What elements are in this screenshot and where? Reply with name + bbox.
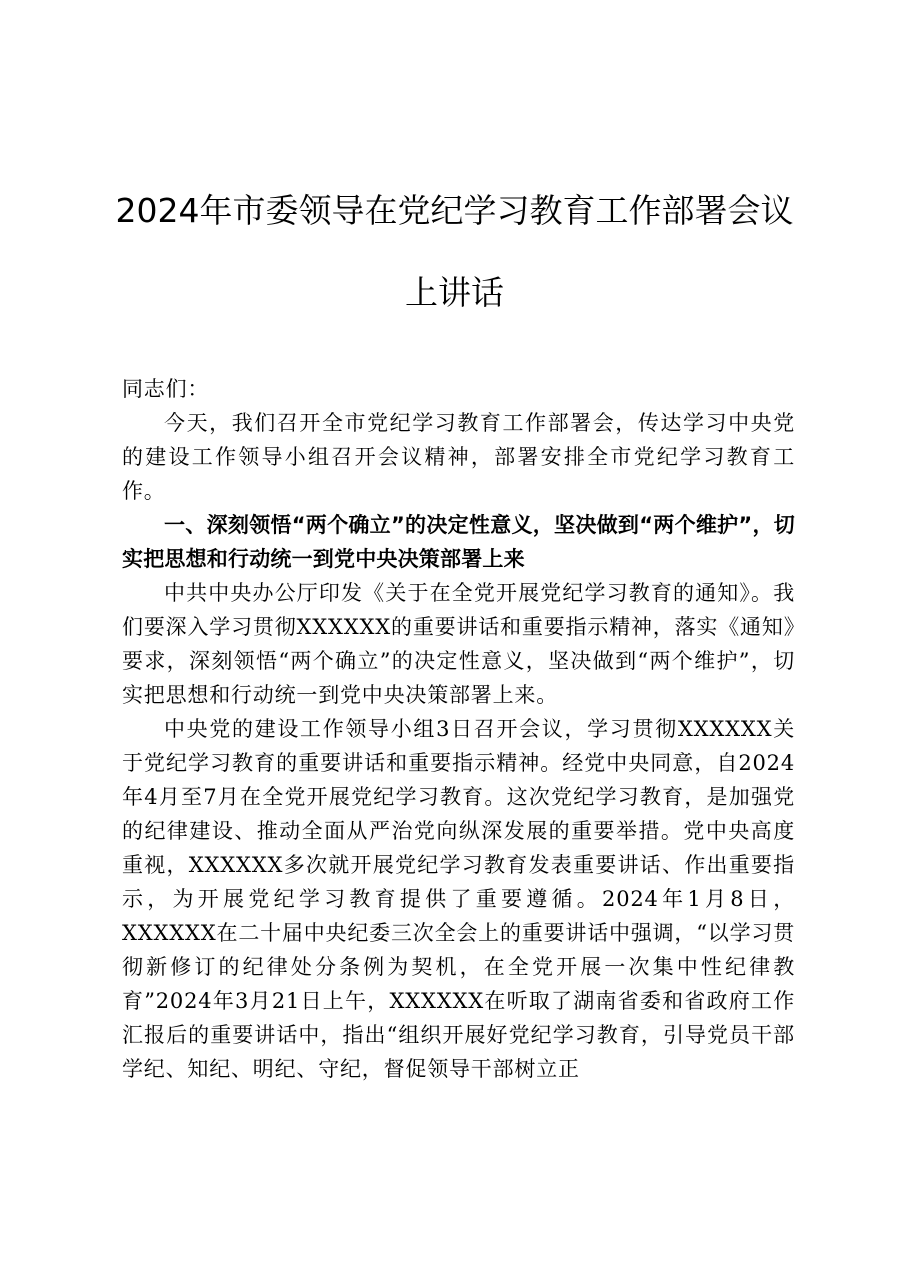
paragraph-notice: 中共中央办公厅印发《关于在全党开展党纪学习教育的通知》。我们要深入学习贯彻XXXXXX的重要讲话和重要指示精神，落实《通知》要求，深刻领悟“两个确立”的决定性意义，坚决做到“两个维护”，切实把思想和行动统一到党中央决策部署上来。 — [122, 581, 795, 707]
section-heading-1: 一、深刻领悟“两个确立”的决定性意义，坚决做到“两个维护”，切实把思想和行动统一到党中央决策部署上来 — [122, 513, 795, 571]
paragraph-intro: 今天，我们召开全市党纪学习教育工作部署会，传达学习中央党的建设工作领导小组召开会议精神，部署安排全市党纪学习教育工作。 — [122, 411, 795, 503]
salutation: 同志们： — [122, 377, 210, 401]
document-body — [122, 372, 795, 1086]
document-title: 2024年市委领导在党纪学习教育工作部署会议上讲话 — [115, 191, 794, 312]
paragraph-meeting: 中央党的建设工作领导小组3日召开会议，学习贯彻XXXXXX关于党纪学习教育的重要讲话和重要指示精神。经党中央同意，自2024年4月至7月在全党开展党纪学习教育。这次党纪学习教育，是加强党的纪律建设、推动全面从严治党向纵深发展的重要举措。党中央高度重视，XXXXXX多次就开展党纪学习教育发表重要讲话、作出重要指示，为开展党纪学习教育提供了重要遵循。2024年1月8日，XXXXXX在二十届中央纪委三次全会上的重要讲话中强调，“以学习贯彻新修订的纪律处分条例为契机，在全党开展一次集中性纪律教育”2024年3月21日上午，XXXXXX在听取了湖南省委和省政府工作汇报后的重要讲话中，指出“组织开展好党纪学习教育，引导党员干部学纪、知纪、明纪、守纪，督促领导干部树立正 — [122, 717, 795, 1081]
